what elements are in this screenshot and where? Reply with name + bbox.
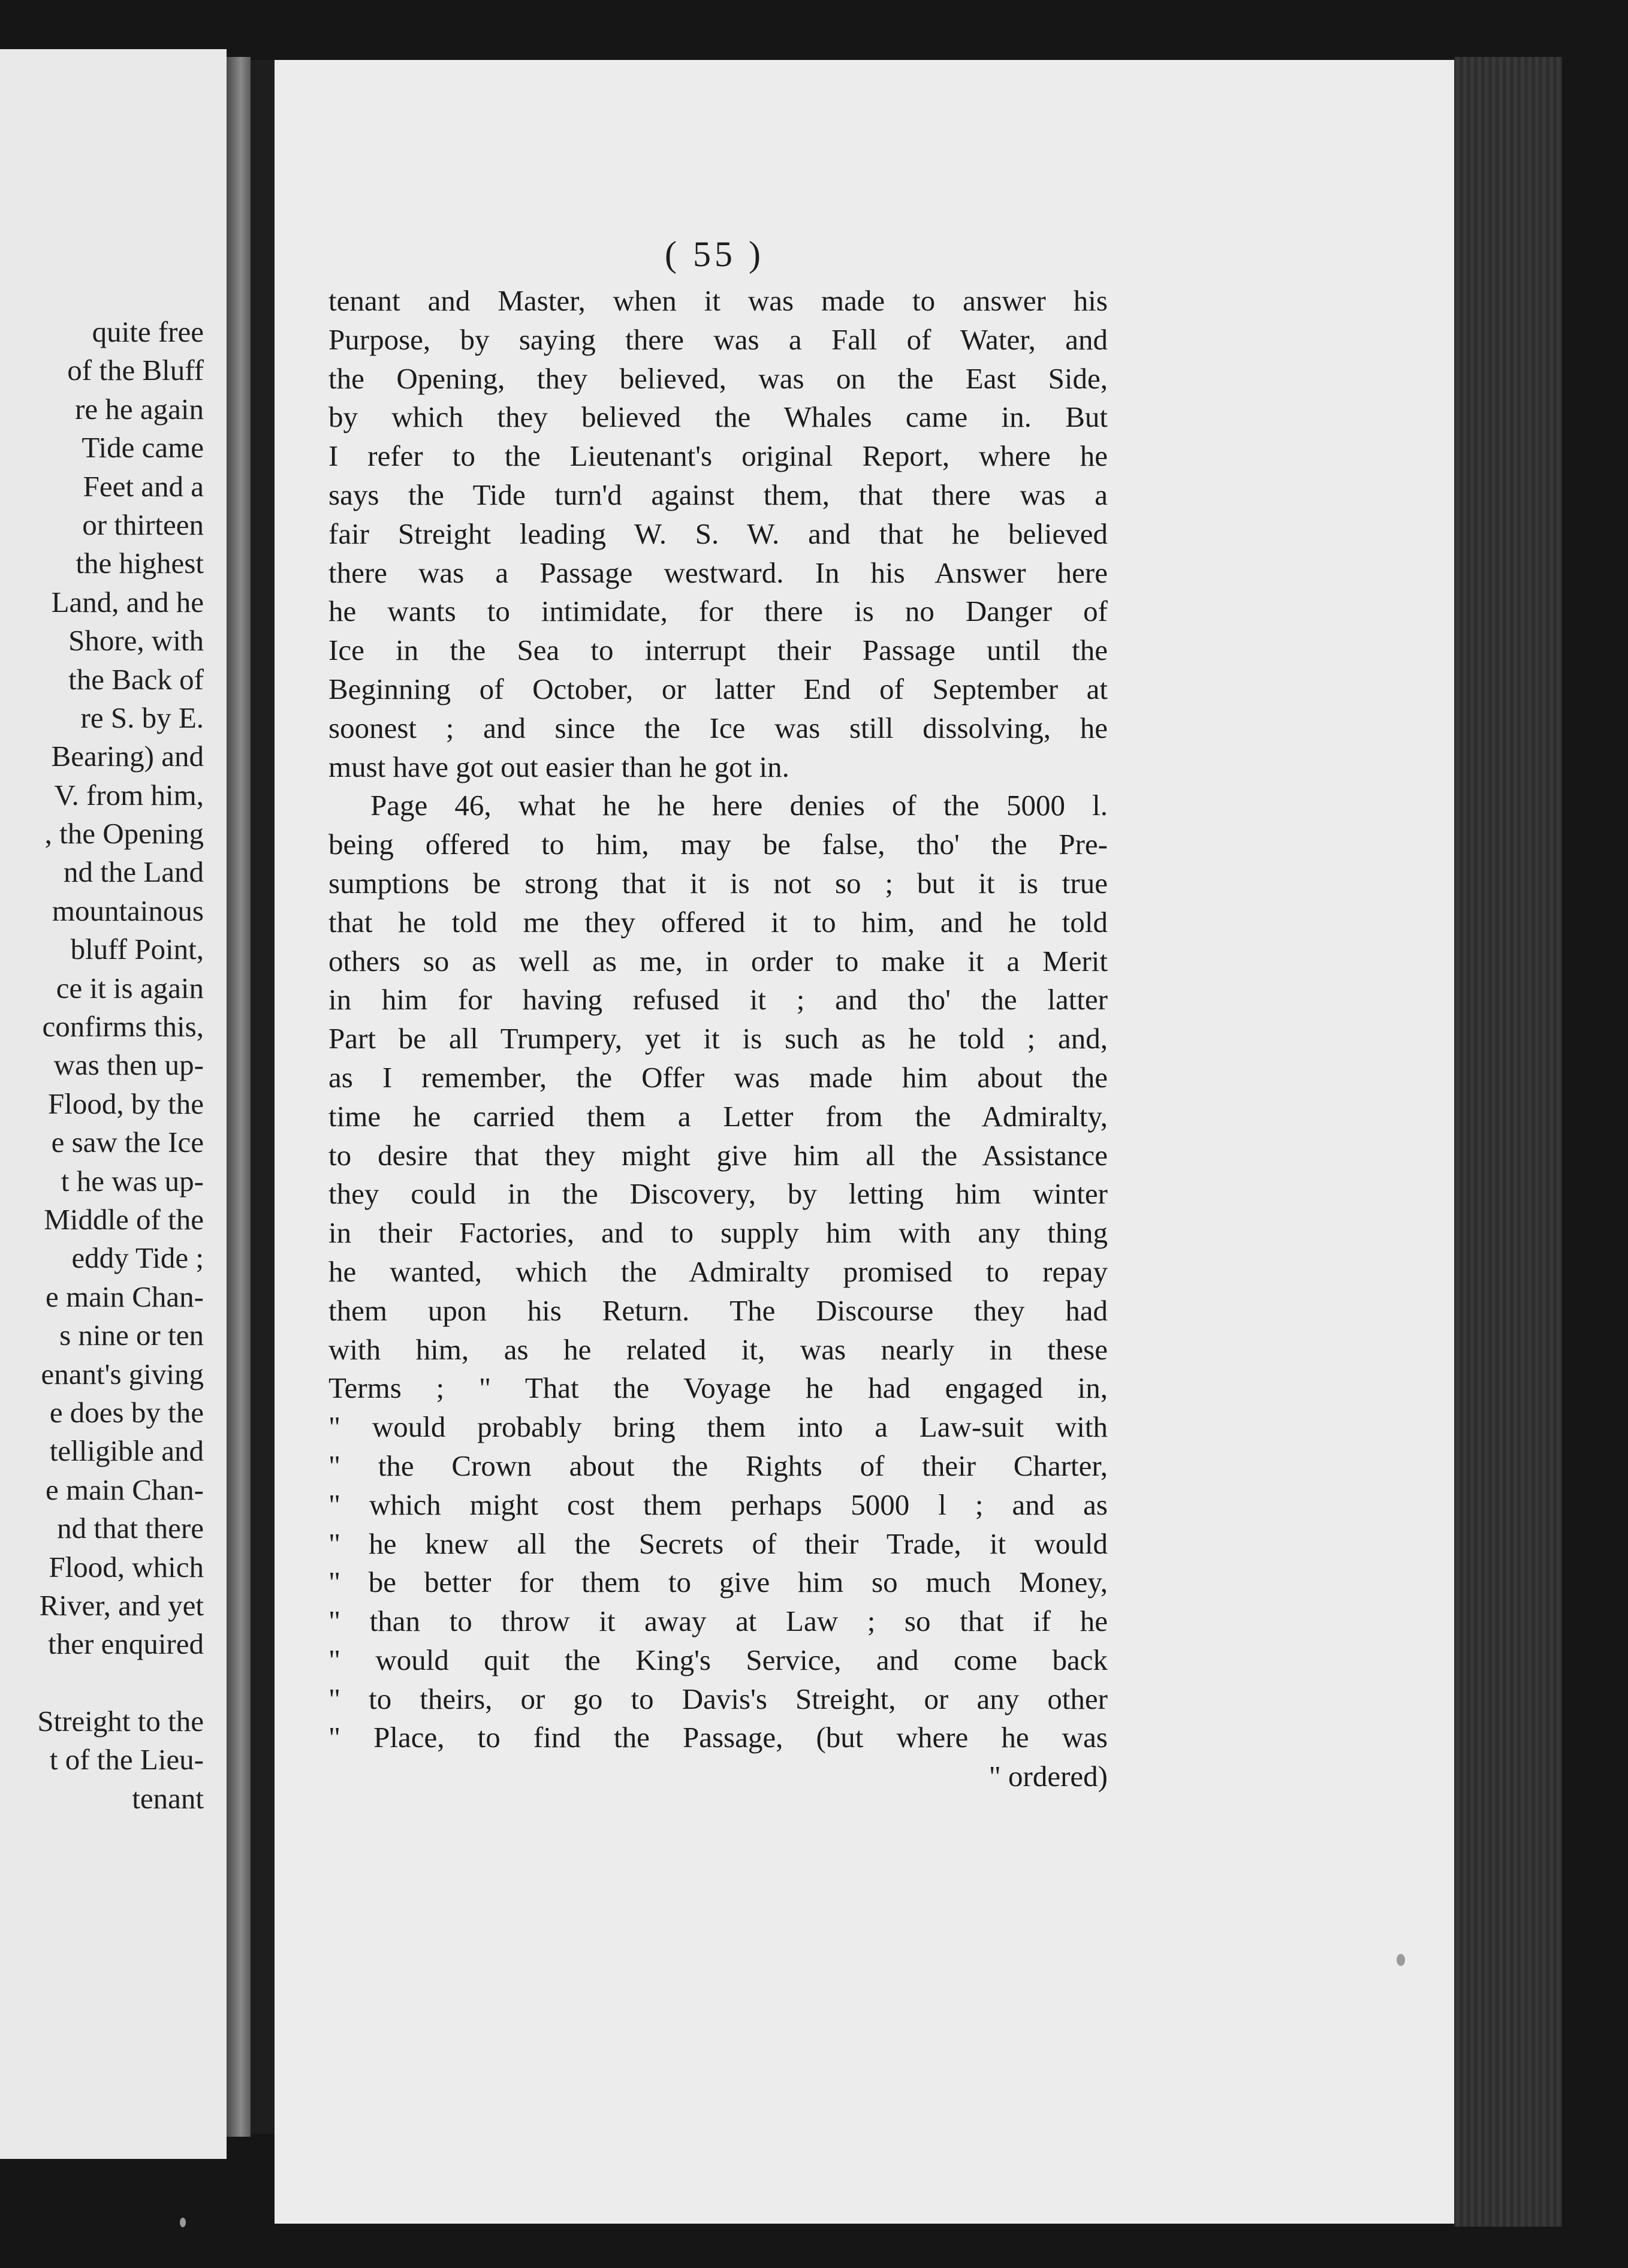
left-text-line: the Back of [68,662,204,696]
text-line: " would probably bring them into a Law-suit with [328,1410,1108,1444]
left-text-line: ther enquired [48,1627,204,1661]
text-line: says the Tide turn'd against them, that there was a [328,478,1108,511]
text-line: they could in the Discovery, by letting him winter [328,1177,1108,1211]
text-line: as I remember, the Offer was made him about the [328,1060,1108,1094]
text-line: them upon his Return. The Discourse they had [328,1293,1108,1327]
text-line: Part be all Trumpery, yet it is such as he told ; and, [328,1022,1108,1055]
left-text-line: Streight to the [37,1705,204,1738]
left-text-line: , the Opening [44,817,204,850]
text-line: with him, as he related it, was nearly in these [328,1332,1108,1366]
text-line: must have got out easier than he got in. [328,750,789,783]
text-line: " than to throw it away at Law ; so that if he [328,1605,1108,1638]
left-text-line: re he again [75,392,204,426]
text-line: " which might cost them perhaps 5000 l ; and as [328,1488,1108,1521]
left-text-line: re S. by E. [80,701,204,734]
text-line: Terms ; " That the Voyage he had engaged in, [328,1371,1108,1405]
left-text-line: eddy Tide ; [71,1241,204,1275]
text-line: " would quit the King's Service, and come back [328,1643,1108,1676]
text-line: tenant and Master, when it was made to answer his [328,284,1108,317]
left-text-line: tenant [132,1781,204,1815]
left-text-line: Flood, which [49,1550,204,1584]
text-line: I refer to the Lieutenant's original Report, where he [328,439,1108,473]
left-text-line: of the Bluff [67,354,204,387]
left-text-line: quite free [92,315,204,348]
left-text-line: e main Chan- [46,1280,204,1313]
text-line: Purpose, by saying there was a Fall of Water, and [328,322,1108,356]
left-text-line: or thirteen [82,508,204,541]
text-line: soonest ; and since the Ice was still dissolving, he [328,711,1108,744]
left-text-line: ce it is again [56,971,204,1005]
text-line: fair Streight leading W. S. W. and that he believed [328,517,1108,550]
left-text-line: River, and yet [39,1588,204,1622]
left-text-line: confirms this, [42,1010,204,1043]
text-line: Beginning of October, or latter End of September at [328,672,1108,705]
text-line: " the Crown about the Rights of their Charter, [328,1449,1108,1482]
text-line: he wants to intimidate, for there is no Danger of [328,595,1108,628]
text-line: " to theirs, or go to Davis's Streight, or any other [328,1682,1108,1715]
text-line: in their Factories, and to supply him with any thing [328,1216,1108,1250]
book-gutter [251,60,275,2134]
left-text-line: Bearing) and [51,740,204,773]
paper-blemish [1397,1954,1405,1966]
left-text-line: mountainous [52,894,204,927]
left-page-text [0,313,204,1818]
left-text-line: Flood, by the [48,1087,204,1120]
left-text-line: enant's giving [41,1357,204,1391]
left-text-line: nd the Land [63,855,204,889]
text-line: there was a Passage westward. In his Answer here [328,556,1108,589]
text-line: time he carried them a Letter from the Admiralty, [328,1099,1108,1133]
text-line: Ice in the Sea to interrupt their Passage until the [328,634,1108,667]
left-text-line: was then up- [53,1048,204,1082]
text-line: sumptions be strong that it is not so ; but it is true [328,866,1108,900]
left-text-line: nd that there [57,1512,204,1545]
text-line: Page 46, what he he here denies of the 5000 l. [370,789,1108,822]
text-line: being offered to him, may be false, tho' the Pre- [328,828,1108,861]
left-text-line: e does by the [49,1395,204,1429]
text-line: " be better for them to give him so much Money, [328,1566,1108,1599]
right-page-edges [1454,57,1562,2227]
left-text-line: bluff Point, [70,933,204,966]
left-text-line [0,1664,204,1702]
page-number: ( 55 ) [665,234,764,274]
left-text-line: V. from him, [54,778,204,812]
left-text-line: t he was up- [61,1164,204,1198]
text-line: that he told me they offered it to him, and he told [328,905,1108,939]
catchword: " ordered) [988,1760,1108,1793]
left-text-line: s nine or ten [59,1319,204,1352]
left-text-line: t of the Lieu- [49,1743,204,1777]
left-text-line: Tide came [82,431,204,465]
left-text-line: Middle of the [44,1202,204,1236]
text-line: others so as well as me, in order to make it a Merit [328,944,1108,978]
left-text-line: Feet and a [83,469,204,503]
paper-blemish [180,2218,186,2227]
left-text-line: telligible and [49,1434,204,1468]
left-text-line: e saw the Ice [51,1126,204,1159]
text-line: " he knew all the Secrets of their Trade, it would [328,1527,1108,1560]
text-line: he wanted, which the Admiralty promised to repay [328,1254,1108,1288]
left-text-line: the highest [76,547,204,580]
body-text [328,282,1108,1796]
text-line: to desire that they might give him all the Assistance [328,1138,1108,1172]
left-text-line: Shore, with [68,624,204,658]
text-line: the Opening, they believed, was on the East Side, [328,361,1108,395]
text-line: " Place, to find the Passage, (but where he was [328,1721,1108,1754]
left-text-line: Land, and he [51,585,204,619]
text-line: by which they believed the Whales came in. But [328,400,1108,434]
text-line: in him for having refused it ; and tho' the latter [328,983,1108,1017]
left-page-edge-shadow [227,57,251,2137]
left-facing-page [0,49,227,2159]
left-text-line: e main Chan- [46,1473,204,1506]
